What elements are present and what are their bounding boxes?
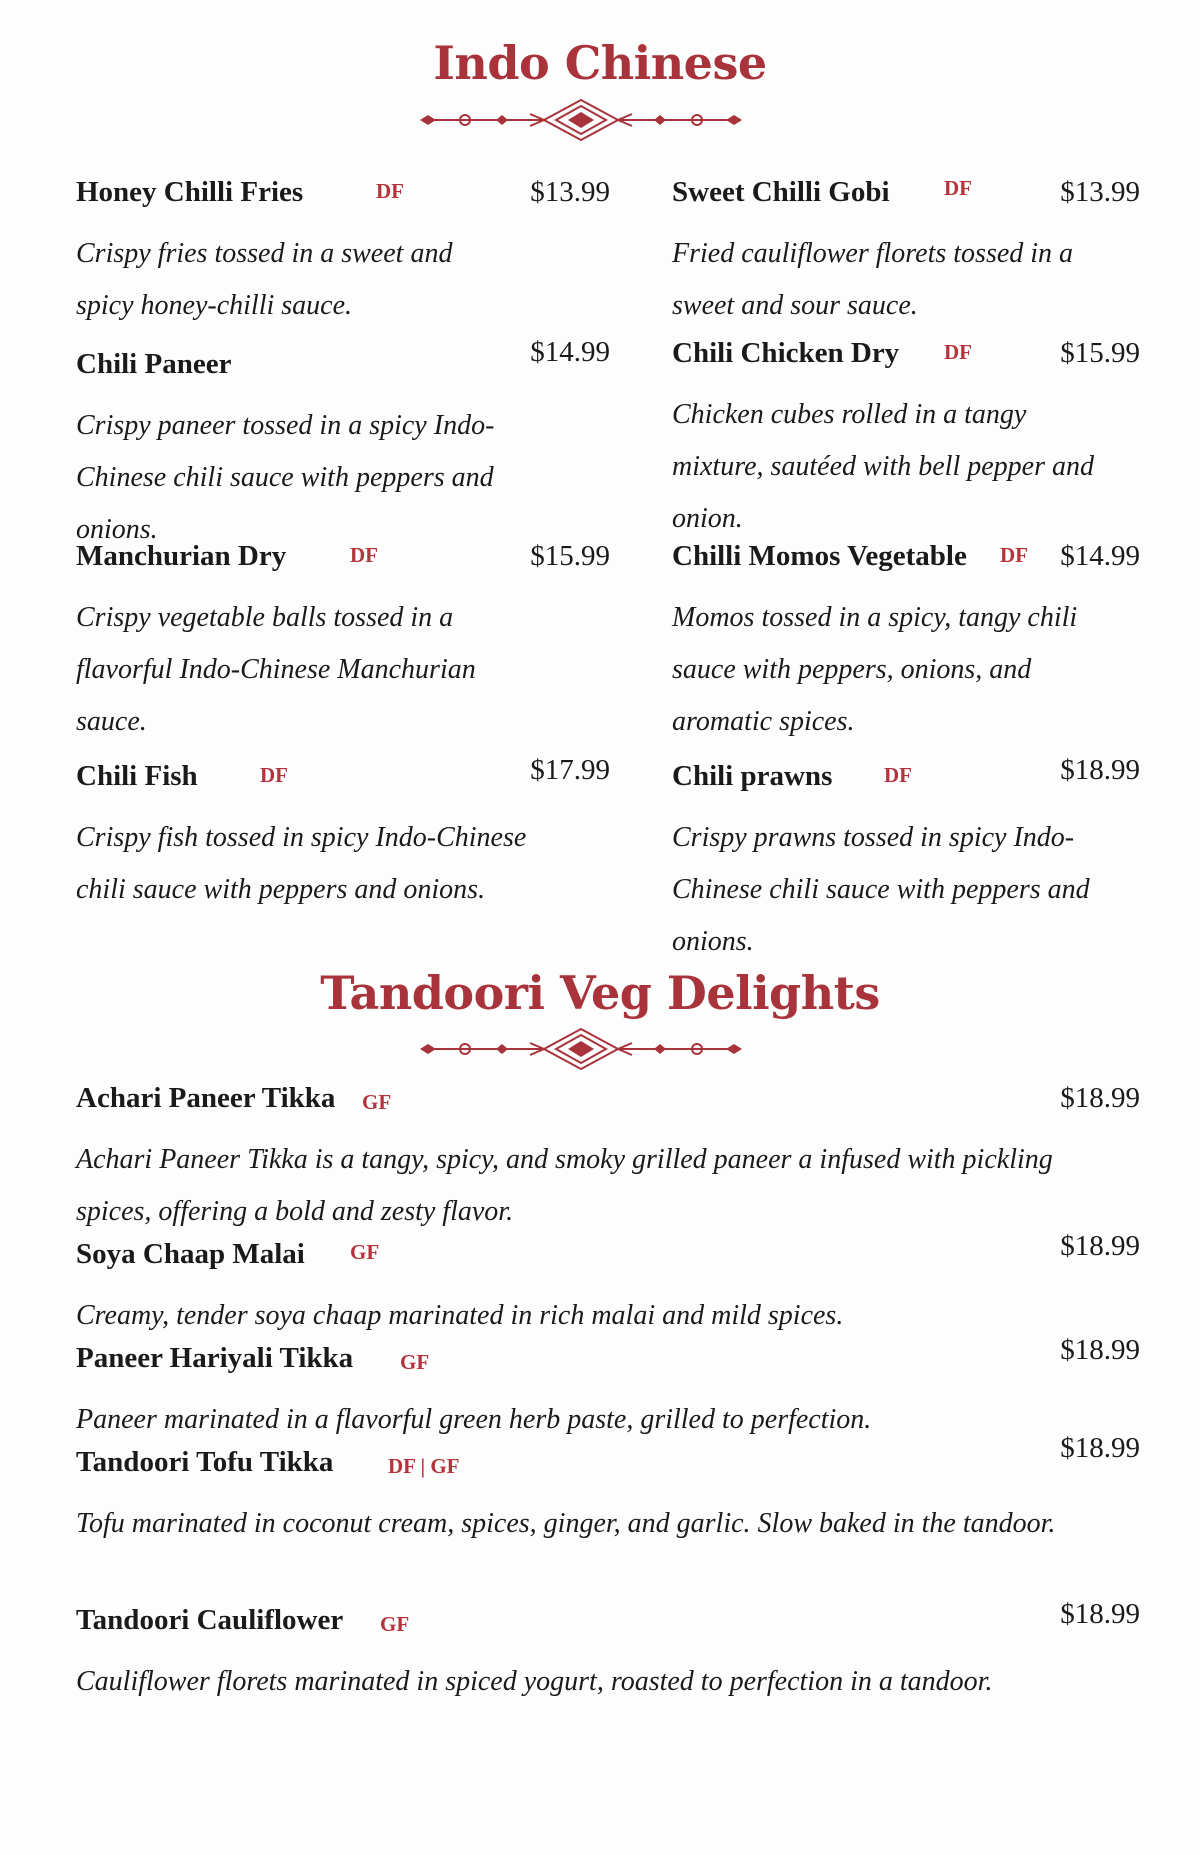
dietary-tag: DF: [1000, 543, 1028, 567]
menu-item: [76, 336, 610, 548]
menu-item: [672, 176, 1140, 336]
item-description: Fried cauliflower florets tossed in a sweet and sour sauce.: [672, 238, 1074, 321]
dietary-tag: GF: [380, 1612, 410, 1636]
item-name: Paneer Hariyali Tikka: [76, 1342, 354, 1374]
item-price: $18.99: [1060, 1432, 1140, 1464]
item-description: Momos tossed in a spicy, tangy chili sauce with peppers, onions, and aromatic spices.: [672, 602, 1078, 737]
menu-item: [76, 176, 610, 336]
item-description: Crispy prawns tossed in spicy Indo-Chinese chili sauce with peppers and onions.: [672, 822, 1090, 957]
item-name: Tandoori Tofu Tikka: [76, 1446, 334, 1478]
item-price: $14.99: [530, 336, 610, 368]
item-name: Honey Chilli Fries: [76, 176, 304, 208]
item-price: $13.99: [530, 176, 610, 208]
item-price: $13.99: [1060, 176, 1140, 208]
dietary-tag: DF: [350, 543, 378, 567]
item-name: Sweet Chilli Gobi: [672, 176, 890, 208]
item-description: Cauliflower florets marinated in spiced yogurt, roasted to perfection in a tandoor.: [76, 1666, 993, 1697]
dietary-tag: GF: [400, 1350, 430, 1374]
item-price: $15.99: [1060, 337, 1140, 369]
item-price: $18.99: [1060, 1230, 1140, 1262]
item-description: Crispy fries tossed in a sweet and spicy honey-chilli sauce.: [76, 238, 453, 321]
section-title-tandoori-veg-delights: Tandoori Veg Delights: [320, 966, 880, 1020]
menu-item: [76, 1082, 1140, 1232]
item-name: Soya Chaap Malai: [76, 1238, 305, 1270]
item-description: Tofu marinated in coconut cream, spices, ginger, and garlic. Slow baked in the tandoor.: [76, 1508, 1056, 1539]
item-description: Crispy paneer tossed in a spicy Indo-Chinese chili sauce with peppers and onions.: [76, 410, 495, 545]
menu-item: [76, 1334, 1140, 1442]
section-title-indo-chinese: Indo Chinese: [433, 36, 767, 90]
menu-item: [76, 1230, 1140, 1338]
item-name: Manchurian Dry: [76, 540, 287, 572]
dietary-tag: DF: [944, 340, 972, 364]
dietary-tag: DF: [884, 763, 912, 787]
menu-item: [76, 1432, 1140, 1596]
menu-item: [76, 540, 610, 740]
item-price: $18.99: [1060, 754, 1140, 786]
item-price: $14.99: [1060, 540, 1140, 572]
item-price: $18.99: [1060, 1082, 1140, 1114]
item-price: $18.99: [1060, 1334, 1140, 1366]
item-description: Achari Paneer Tikka is a tangy, spicy, and smoky grilled paneer a infused with pickling spices, offering a bold and zesty flavor.: [76, 1144, 1053, 1227]
item-name: Chili Paneer: [76, 348, 232, 380]
item-price: $15.99: [530, 540, 610, 572]
item-description: Chicken cubes rolled in a tangy mixture, sautéed with bell pepper and onion.: [672, 399, 1094, 534]
dietary-tag: GF: [362, 1090, 392, 1114]
menu-item: [672, 337, 1140, 537]
item-description: Creamy, tender soya chaap marinated in rich malai and mild spices.: [76, 1300, 844, 1331]
item-price: $18.99: [1060, 1598, 1140, 1630]
diamond-scroll-divider-icon: [420, 1025, 742, 1073]
item-description: Crispy vegetable balls tossed in a flavorful Indo-Chinese Manchurian sauce.: [76, 602, 476, 737]
menu-item: [672, 756, 1140, 956]
item-price: $17.99: [530, 754, 610, 786]
dietary-tag: DF: [944, 176, 972, 200]
menu-item: [76, 1598, 1140, 1754]
item-name: Chili prawns: [672, 760, 833, 792]
item-description: Crispy fish tossed in spicy Indo-Chinese chili sauce with peppers and onions.: [76, 822, 527, 905]
dietary-tag: DF: [376, 179, 404, 203]
dietary-tag: DF | GF: [388, 1454, 460, 1478]
item-name: Chili Fish: [76, 760, 198, 792]
item-name: Chilli Momos Vegetable: [672, 540, 967, 572]
item-description: Paneer marinated in a flavorful green herb paste, grilled to perfection.: [76, 1404, 872, 1435]
item-name: Achari Paneer Tikka: [76, 1082, 336, 1114]
item-name: Chili Chicken Dry: [672, 337, 900, 369]
dietary-tag: GF: [350, 1240, 380, 1264]
diamond-scroll-divider-icon: [420, 96, 742, 144]
menu-item: [672, 540, 1140, 740]
dietary-tag: DF: [260, 763, 288, 787]
menu-item: [76, 756, 610, 956]
item-name: Tandoori Cauliflower: [76, 1604, 344, 1636]
